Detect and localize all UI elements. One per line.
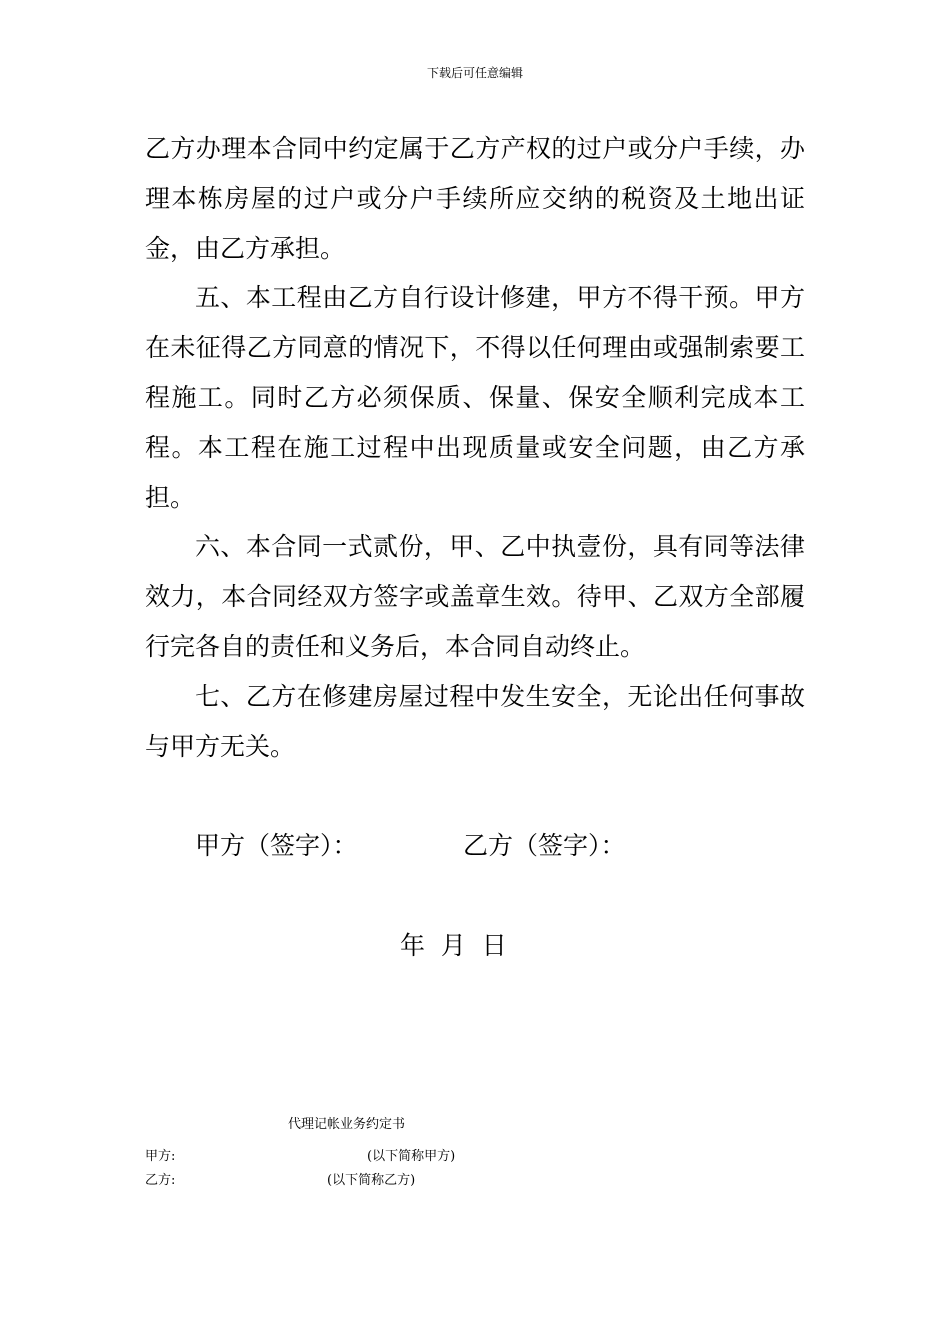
paragraph-clause-6: 六、本合同一式贰份，甲、乙中执壹份，具有同等法律效力，本合同经双方签字或盖章生效。待甲、乙双方全部履行完各自的责任和义务后，本合同自动终止。 — [145, 532, 805, 661]
party-b-label: 乙方: — [145, 1173, 176, 1188]
contract-body — [145, 124, 805, 771]
paragraph-transfer-fees: 乙方办理本合同中约定属于乙方产权的过户或分户手续，办理本栋房屋的过户或分户手续所应交纳的税资及土地出证金，由乙方承担。 — [145, 134, 805, 263]
signature-line — [195, 826, 795, 866]
header-note: 下载后可任意编辑 — [426, 66, 523, 80]
party-a-note: (以下简称甲方) — [367, 1149, 456, 1164]
party-a-label: 甲方: — [145, 1149, 176, 1164]
date-line: 年 月 日 — [400, 931, 507, 960]
next-document-title: 代理记帐业务约定书 — [288, 1117, 406, 1132]
next-document-party-a — [145, 1148, 645, 1166]
next-document-party-b — [145, 1172, 645, 1190]
party-a-signature-label: 甲方（签字）： — [195, 831, 358, 860]
party-b-signature-label: 乙方（签字）： — [463, 831, 626, 860]
party-b-note: (以下简称乙方) — [327, 1173, 416, 1188]
paragraph-clause-7: 七、乙方在修建房屋过程中发生安全，无论出任何事故与甲方无关。 — [145, 681, 805, 761]
paragraph-clause-5: 五、本工程由乙方自行设计修建，甲方不得干预。甲方在未征得乙方同意的情况下，不得以任何理由或强制索要工程施工。同时乙方必须保质、保量、保安全顺利完成本工程。本工程在施工过程中出现质量或安全问题，由乙方承担。 — [145, 283, 805, 512]
